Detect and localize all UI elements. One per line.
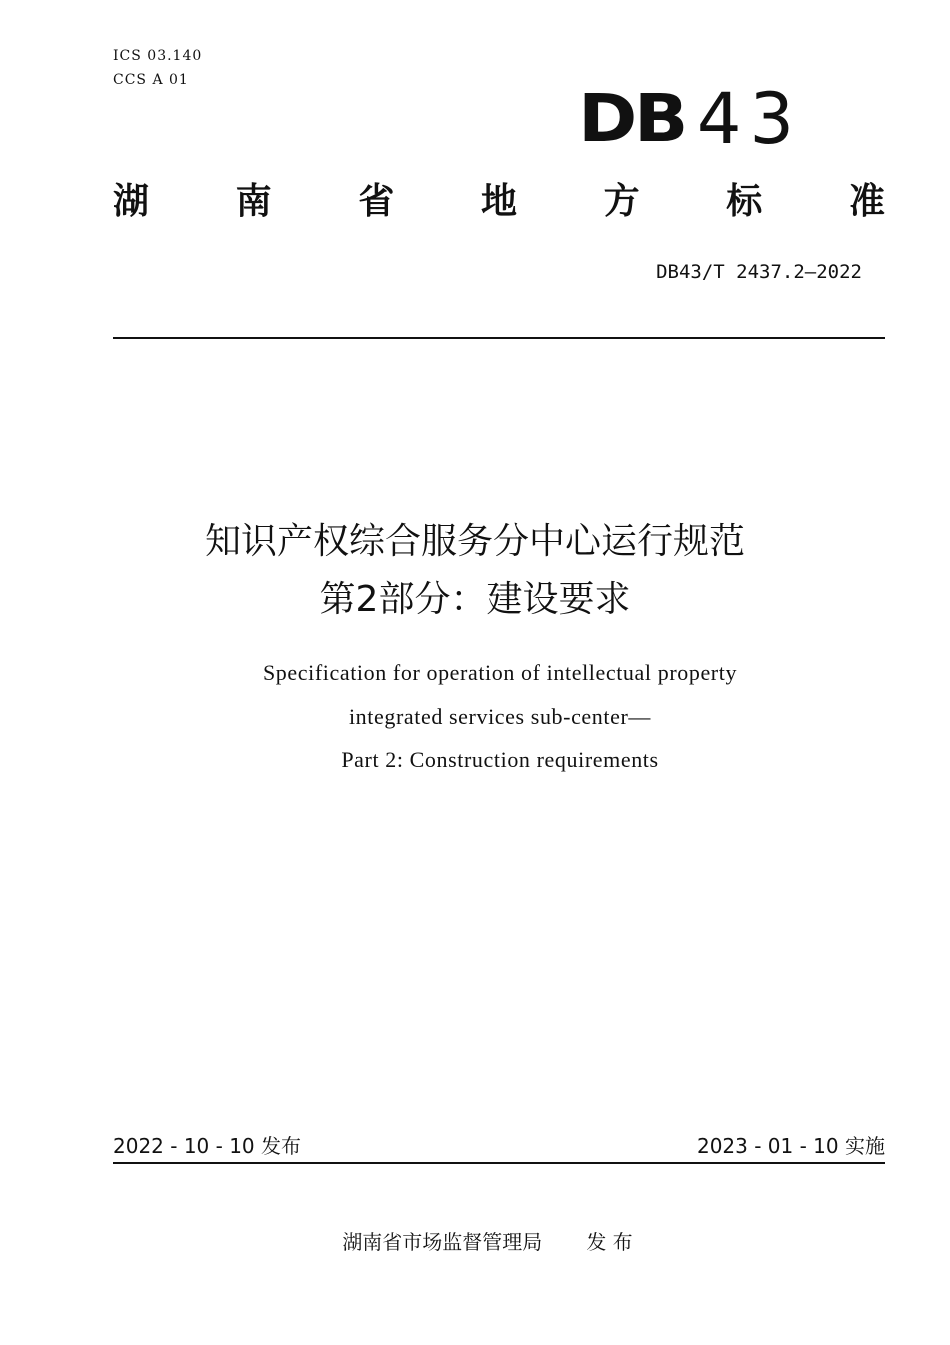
ccs-code: CCS A 01 [113,72,189,88]
standard-type-char: 地 [480,181,517,222]
issue-date: 2022 - 10 - 10 发布 [113,1134,302,1158]
db43-logo [577,78,802,160]
standard-type-char: 南 [235,181,272,222]
title-en-line3: Part 2: Construction requirements [341,747,659,772]
implementation-date: 2023 - 01 - 10 实施 [696,1134,885,1158]
standard-type-char: 准 [848,181,885,222]
standard-type-char: 方 [603,181,640,222]
footer-divider [113,1162,885,1164]
header-divider [113,337,885,339]
standard-type-char: 省 [358,181,395,222]
publish-action: 发 布 [586,1230,633,1254]
title-cn-line1: 知识产权综合服务分中心运行规范 [204,521,745,562]
standard-type-char: 标 [726,181,763,222]
logo-number: 43 [696,78,802,160]
standard-type-char: 湖 [113,181,150,222]
classification-codes [113,44,202,92]
logo-letters: DB [577,80,685,157]
publisher-name: 湖南省市场监督管理局 [342,1230,543,1254]
standard-number: DB43/T 2437.2—2022 [656,261,862,283]
title-en-line1: Specification for operation of intellectual property [262,660,738,685]
title-cn-line2: 第2部分：建设要求 [319,579,631,620]
publisher-line [0,1226,950,1258]
standard-type-heading [113,178,885,226]
ics-code: ICS 03.140 [113,48,203,64]
title-en-line2: integrated services sub-center— [348,704,652,729]
